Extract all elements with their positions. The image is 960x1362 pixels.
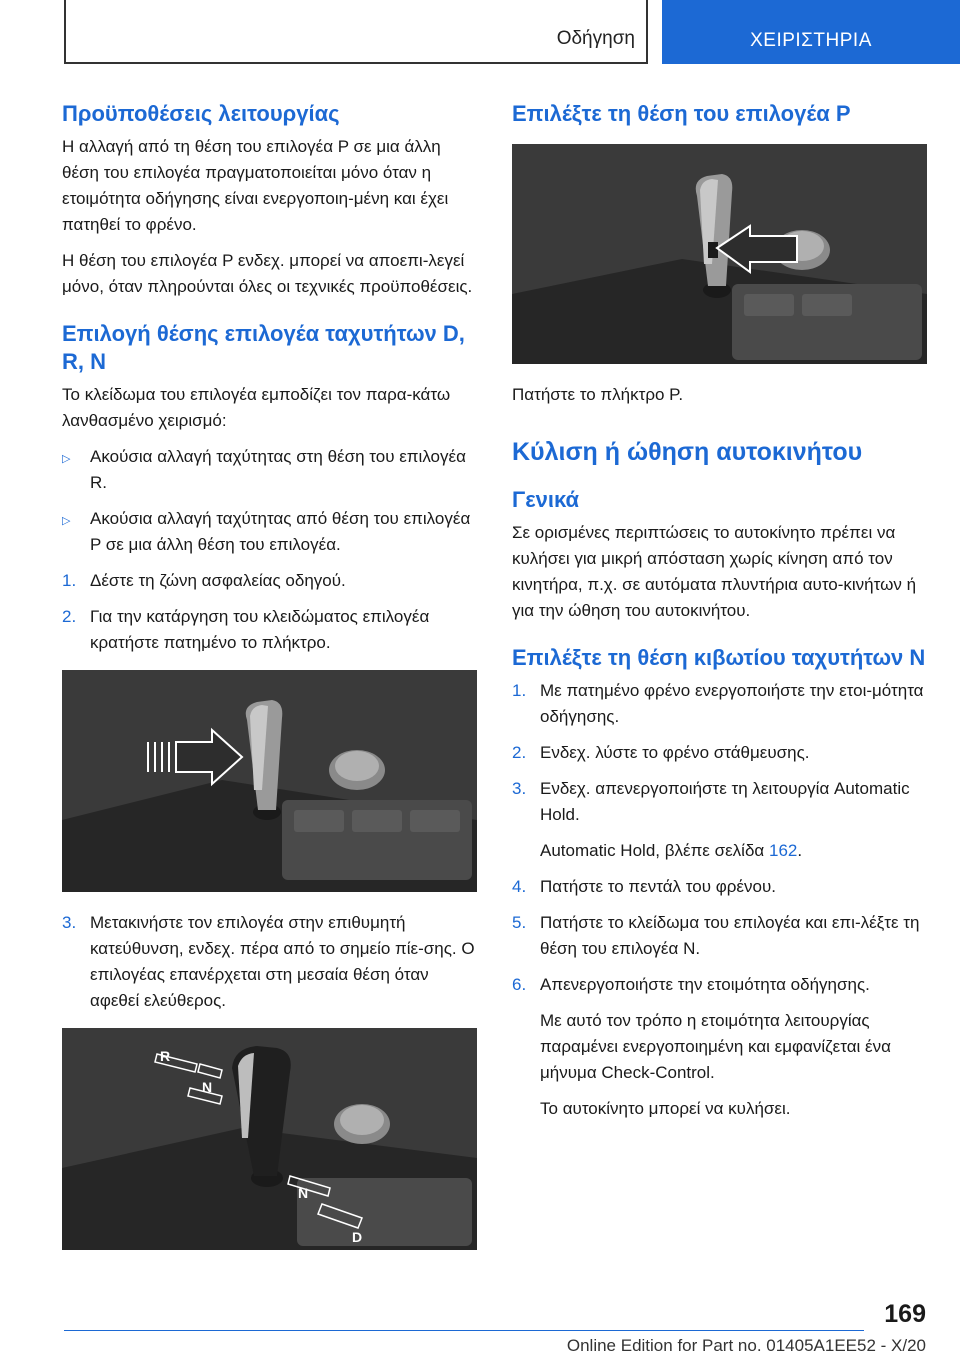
gear-label-n-upper: N bbox=[202, 1079, 213, 1095]
step-item bbox=[512, 678, 927, 730]
paragraph-general: Σε ορισμένες περιπτώσεις το αυτοκίνητο πρέπει να κυλήσει για μικρή απόσταση χωρίς κίνηση από τον κινητήρα, π.χ. σε αυτόματα πλυντήρια αυτο-κινήτων ή για την ώθηση του αυτοκινήτου. bbox=[512, 523, 917, 620]
heading-select-neutral: Επιλέξτε τη θέση κιβωτίου ταχυτήτων N bbox=[512, 645, 926, 670]
step-note: Με αυτό τον τρόπο η ετοιμότητα λειτουργίας παραμένει ενεργοποιημένη και εμφανίζεται ένα μήνυμα Check-Control. bbox=[540, 1011, 891, 1082]
paragraph-prereq-2: Η θέση του επιλογέα P ενδεχ. μπορεί να αποεπι-λεγεί μόνο, όταν πληρούνται όλες οι τεχνικές προϋποθέσεις. bbox=[62, 251, 473, 296]
heading-select-drn: Επιλογή θέσης επιλογέα ταχυτήτων D, R, N bbox=[62, 321, 465, 374]
triangle-bullet-icon: ▷ bbox=[62, 515, 71, 527]
header-chapter-tab: ΧΕΙΡΙΣΤΗΡΙΑ bbox=[662, 0, 960, 64]
step-item bbox=[512, 740, 927, 766]
step-item bbox=[512, 874, 927, 900]
step-text: Ενδεχ. λύστε το φρένο στάθμευσης. bbox=[540, 743, 810, 762]
triangle-bullet-icon: ▷ bbox=[62, 453, 71, 465]
gear-positions-illustration bbox=[62, 1028, 477, 1250]
heading-rolling-pushing: Κύλιση ή ώθηση αυτοκινήτου bbox=[512, 438, 863, 466]
page-number: 169 bbox=[884, 1300, 926, 1328]
figure-unlock-button bbox=[62, 670, 477, 892]
page-reference-link[interactable]: 162 bbox=[768, 841, 798, 860]
bullet-item bbox=[62, 444, 477, 496]
step-text: Ενδεχ. απενεργοποιήστε τη λειτουργία Automatic Hold. bbox=[540, 779, 910, 824]
paragraph-prereq-1: Η αλλαγή από τη θέση του επιλογέα P σε μια άλλη θέση του επιλογέα πραγματοποιείται μόνο όταν η ετοιμότητα οδήγησης είναι ενεργοποιη-μένη και έχει πατηθεί το φρένο. bbox=[62, 137, 449, 234]
step-item bbox=[62, 604, 477, 656]
step-note: Το αυτοκίνητο μπορεί να κυλήσει. bbox=[540, 1099, 791, 1118]
step-item bbox=[512, 776, 927, 828]
step-note bbox=[512, 838, 927, 864]
step-item bbox=[62, 568, 477, 594]
heading-prerequisites: Προϋποθέσεις λειτουργίας bbox=[62, 101, 340, 126]
step-number: 1. bbox=[62, 571, 77, 590]
gear-label-d: D bbox=[352, 1229, 363, 1245]
right-column bbox=[512, 100, 927, 1132]
left-column bbox=[62, 100, 477, 1268]
step-item bbox=[62, 910, 477, 1014]
step-text: Μετακινήστε τον επιλογέα στην επιθυμητή κατεύθυνση, ενδεχ. πέρα από το σημείο πίε-σης. Ο επιλογέας επανέρχεται στη μεσαία θέση όταν αφεθεί ελεύθερος. bbox=[90, 913, 475, 1010]
heading-general: Γενικά bbox=[512, 487, 580, 512]
figure-gear-positions bbox=[62, 1028, 477, 1250]
p-button-illustration bbox=[512, 144, 927, 364]
step-text: Δέστε τη ζώνη ασφαλείας οδηγού. bbox=[90, 571, 346, 590]
heading-select-p: Επιλέξτε τη θέση του επιλογέα P bbox=[512, 101, 851, 126]
paragraph-selector-lock: Το κλείδωμα του επιλογέα εμποδίζει τον παρα-κάτω λανθασμένο χειρισμό: bbox=[62, 385, 451, 430]
bullet-text: Ακούσια αλλαγή ταχύτητας από θέση του επιλογέα P σε μια άλλη θέση του επιλογέα. bbox=[90, 509, 471, 554]
step-text: Πατήστε το κλείδωμα του επιλογέα και επι-λέξτε τη θέση του επιλογέα N. bbox=[540, 913, 920, 958]
step-number: 1. bbox=[512, 681, 527, 700]
gear-label-n-lower: N bbox=[298, 1185, 309, 1201]
bullet-item bbox=[62, 506, 477, 558]
step-text: Πατήστε το πεντάλ του φρένου. bbox=[540, 877, 776, 896]
step-number: 4. bbox=[512, 877, 527, 896]
step-number: 5. bbox=[512, 913, 527, 932]
figure-p-button bbox=[512, 144, 927, 364]
note-end: . bbox=[797, 841, 803, 860]
step-item bbox=[512, 910, 927, 962]
step-item bbox=[512, 972, 927, 998]
bullet-text: Ακούσια αλλαγή ταχύτητας στη θέση του επιλογέα R. bbox=[90, 447, 466, 492]
gear-label-r: R bbox=[160, 1048, 171, 1064]
footer-edition: Online Edition for Part no. 01405A1EE52 - X/20 bbox=[566, 1336, 926, 1355]
step-text: Απενεργοποιήστε την ετοιμότητα οδήγησης. bbox=[540, 975, 870, 994]
step-number: 2. bbox=[512, 743, 527, 762]
step-number: 3. bbox=[62, 913, 77, 932]
step-text: Με πατημένο φρένο ενεργοποιήστε την ετοι-μότητα οδήγησης. bbox=[540, 681, 924, 726]
footer-divider bbox=[64, 1330, 864, 1331]
paragraph-press-p: Πατήστε το πλήκτρο P. bbox=[512, 385, 684, 404]
header-section-title: Οδήγηση bbox=[556, 28, 635, 49]
gear-selector-unlock-illustration bbox=[62, 670, 477, 892]
step-number: 3. bbox=[512, 779, 527, 798]
step-number: 6. bbox=[512, 975, 527, 994]
step-text: Για την κατάργηση του κλειδώματος επιλογέα κρατήστε πατημένο το πλήκτρο. bbox=[90, 607, 430, 652]
note-text: Automatic Hold, βλέπε σελίδα bbox=[540, 841, 765, 860]
step-number: 2. bbox=[62, 607, 77, 626]
